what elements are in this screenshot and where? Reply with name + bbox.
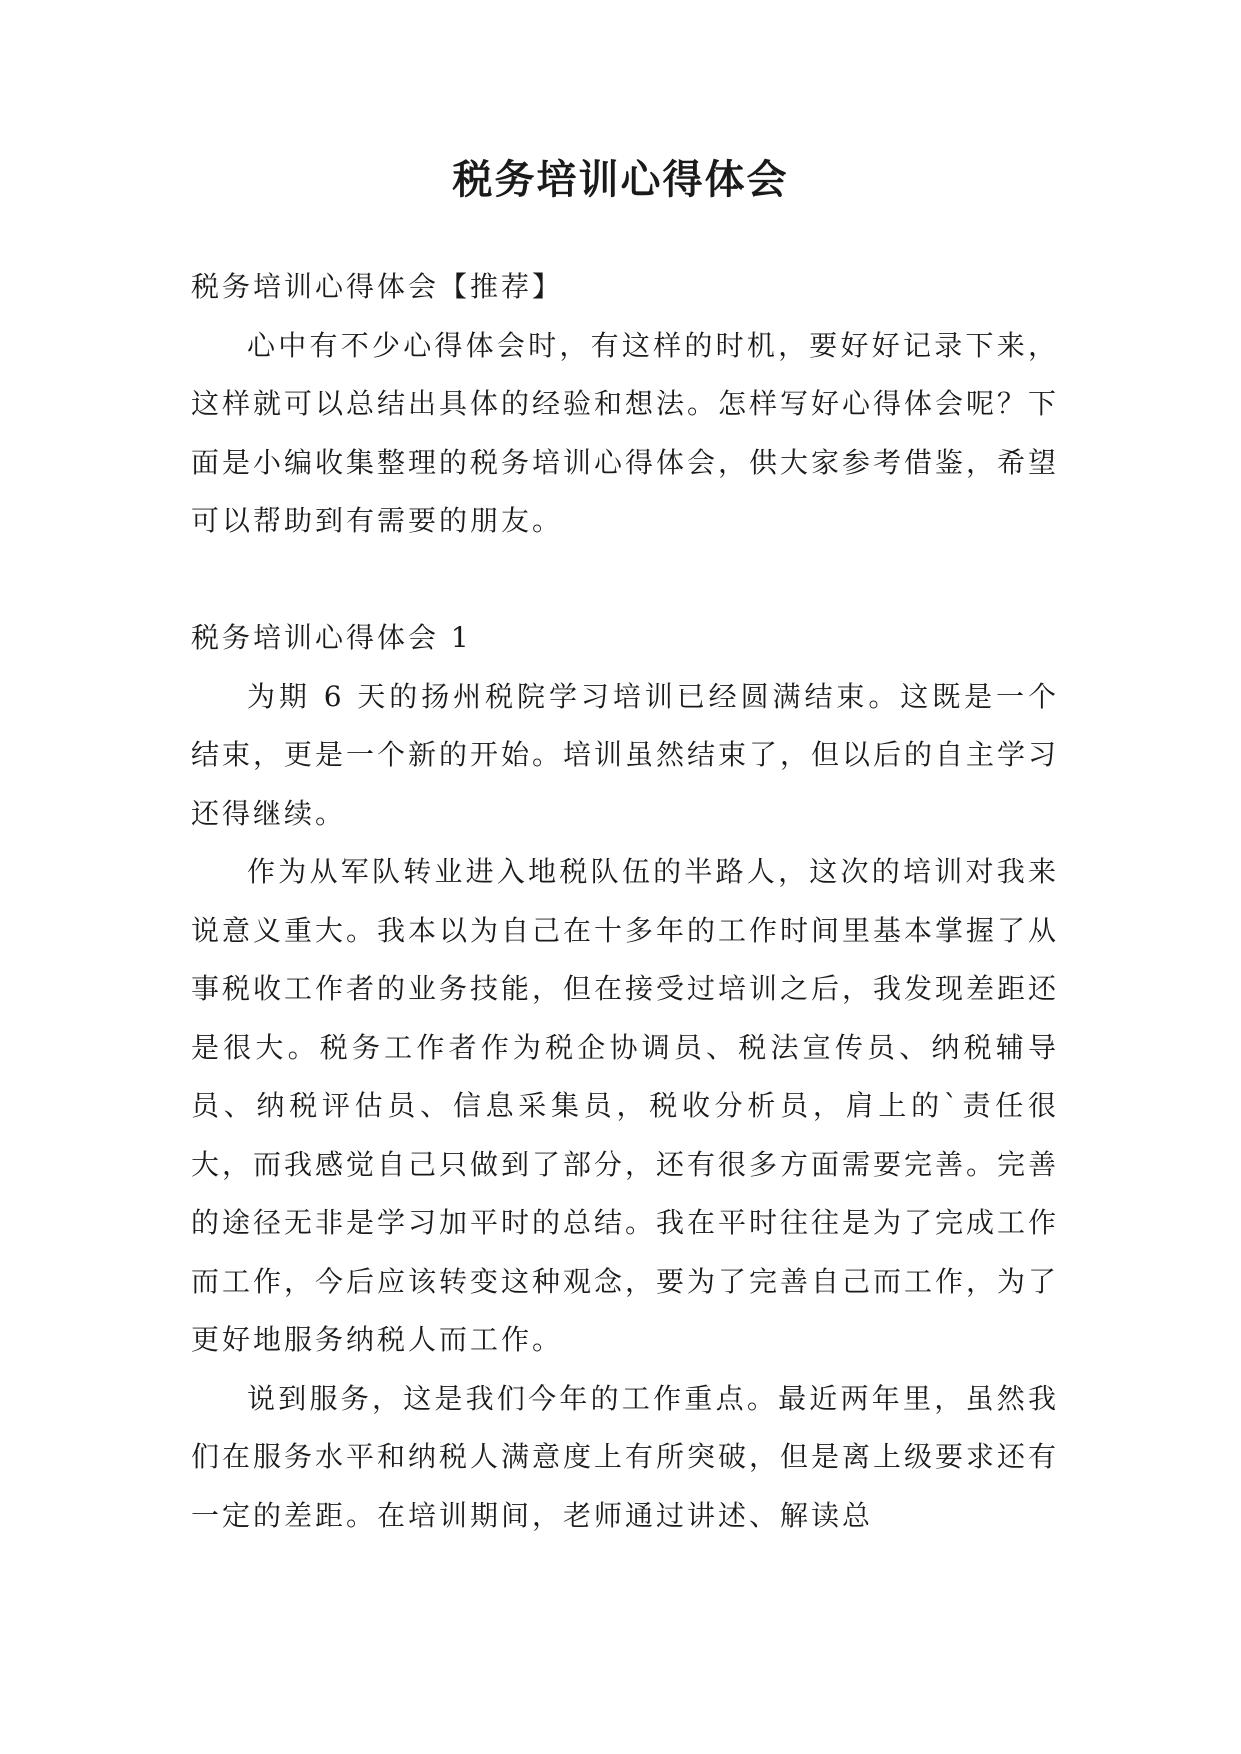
body-paragraph: 作为从军队转业进入地税队伍的半路人，这次的培训对我来说意义重大。我本以为自己在十多年的工作时间里基本掌握了从事税收工作者的业务技能，但在接受过培训之后，我发现差距还是很大。税务工作者作为税企协调员、税法宣传员、纳税辅导员、纳税评估员、信息采集员，税收分析员，肩上的`责任很大，而我感觉自己只做到了部分，还有很多方面需要完善。完善的途径无非是学习加平时的总结。我在平时往往是为了完成工作而工作，今后应该转变这种观念，要为了完善自己而工作，为了更好地服务纳税人而工作。	[191, 855, 1060, 1356]
subtitle-heading: 税务培训心得体会【推荐】	[191, 270, 564, 303]
intro-paragraph: 心中有不少心得体会时，有这样的时机，要好好记录下来，这样就可以总结出具体的经验和想法。怎样写好心得体会呢？下面是小编收集整理的税务培训心得体会，供大家参考借鉴，希望可以帮助到有需要的朋友。	[191, 328, 1060, 537]
body-paragraph: 说到服务，这是我们今年的工作重点。最近两年里，虽然我们在服务水平和纳税人满意度上有所突破，但是离上级要求还有一定的差距。在培训期间，老师通过讲述、解读总	[191, 1381, 1060, 1532]
document-title: 税务培训心得体会	[452, 156, 789, 203]
section-spacer	[191, 551, 1059, 610]
body-paragraph: 为期 6 天的扬州税院学习培训已经圆满结束。这既是一个结束，更是一个新的开始。培训虽然结束了，但以后的自主学习还得继续。	[191, 679, 1060, 830]
document-body	[191, 258, 1059, 1545]
section-heading: 税务培训心得体会 1	[191, 621, 472, 654]
